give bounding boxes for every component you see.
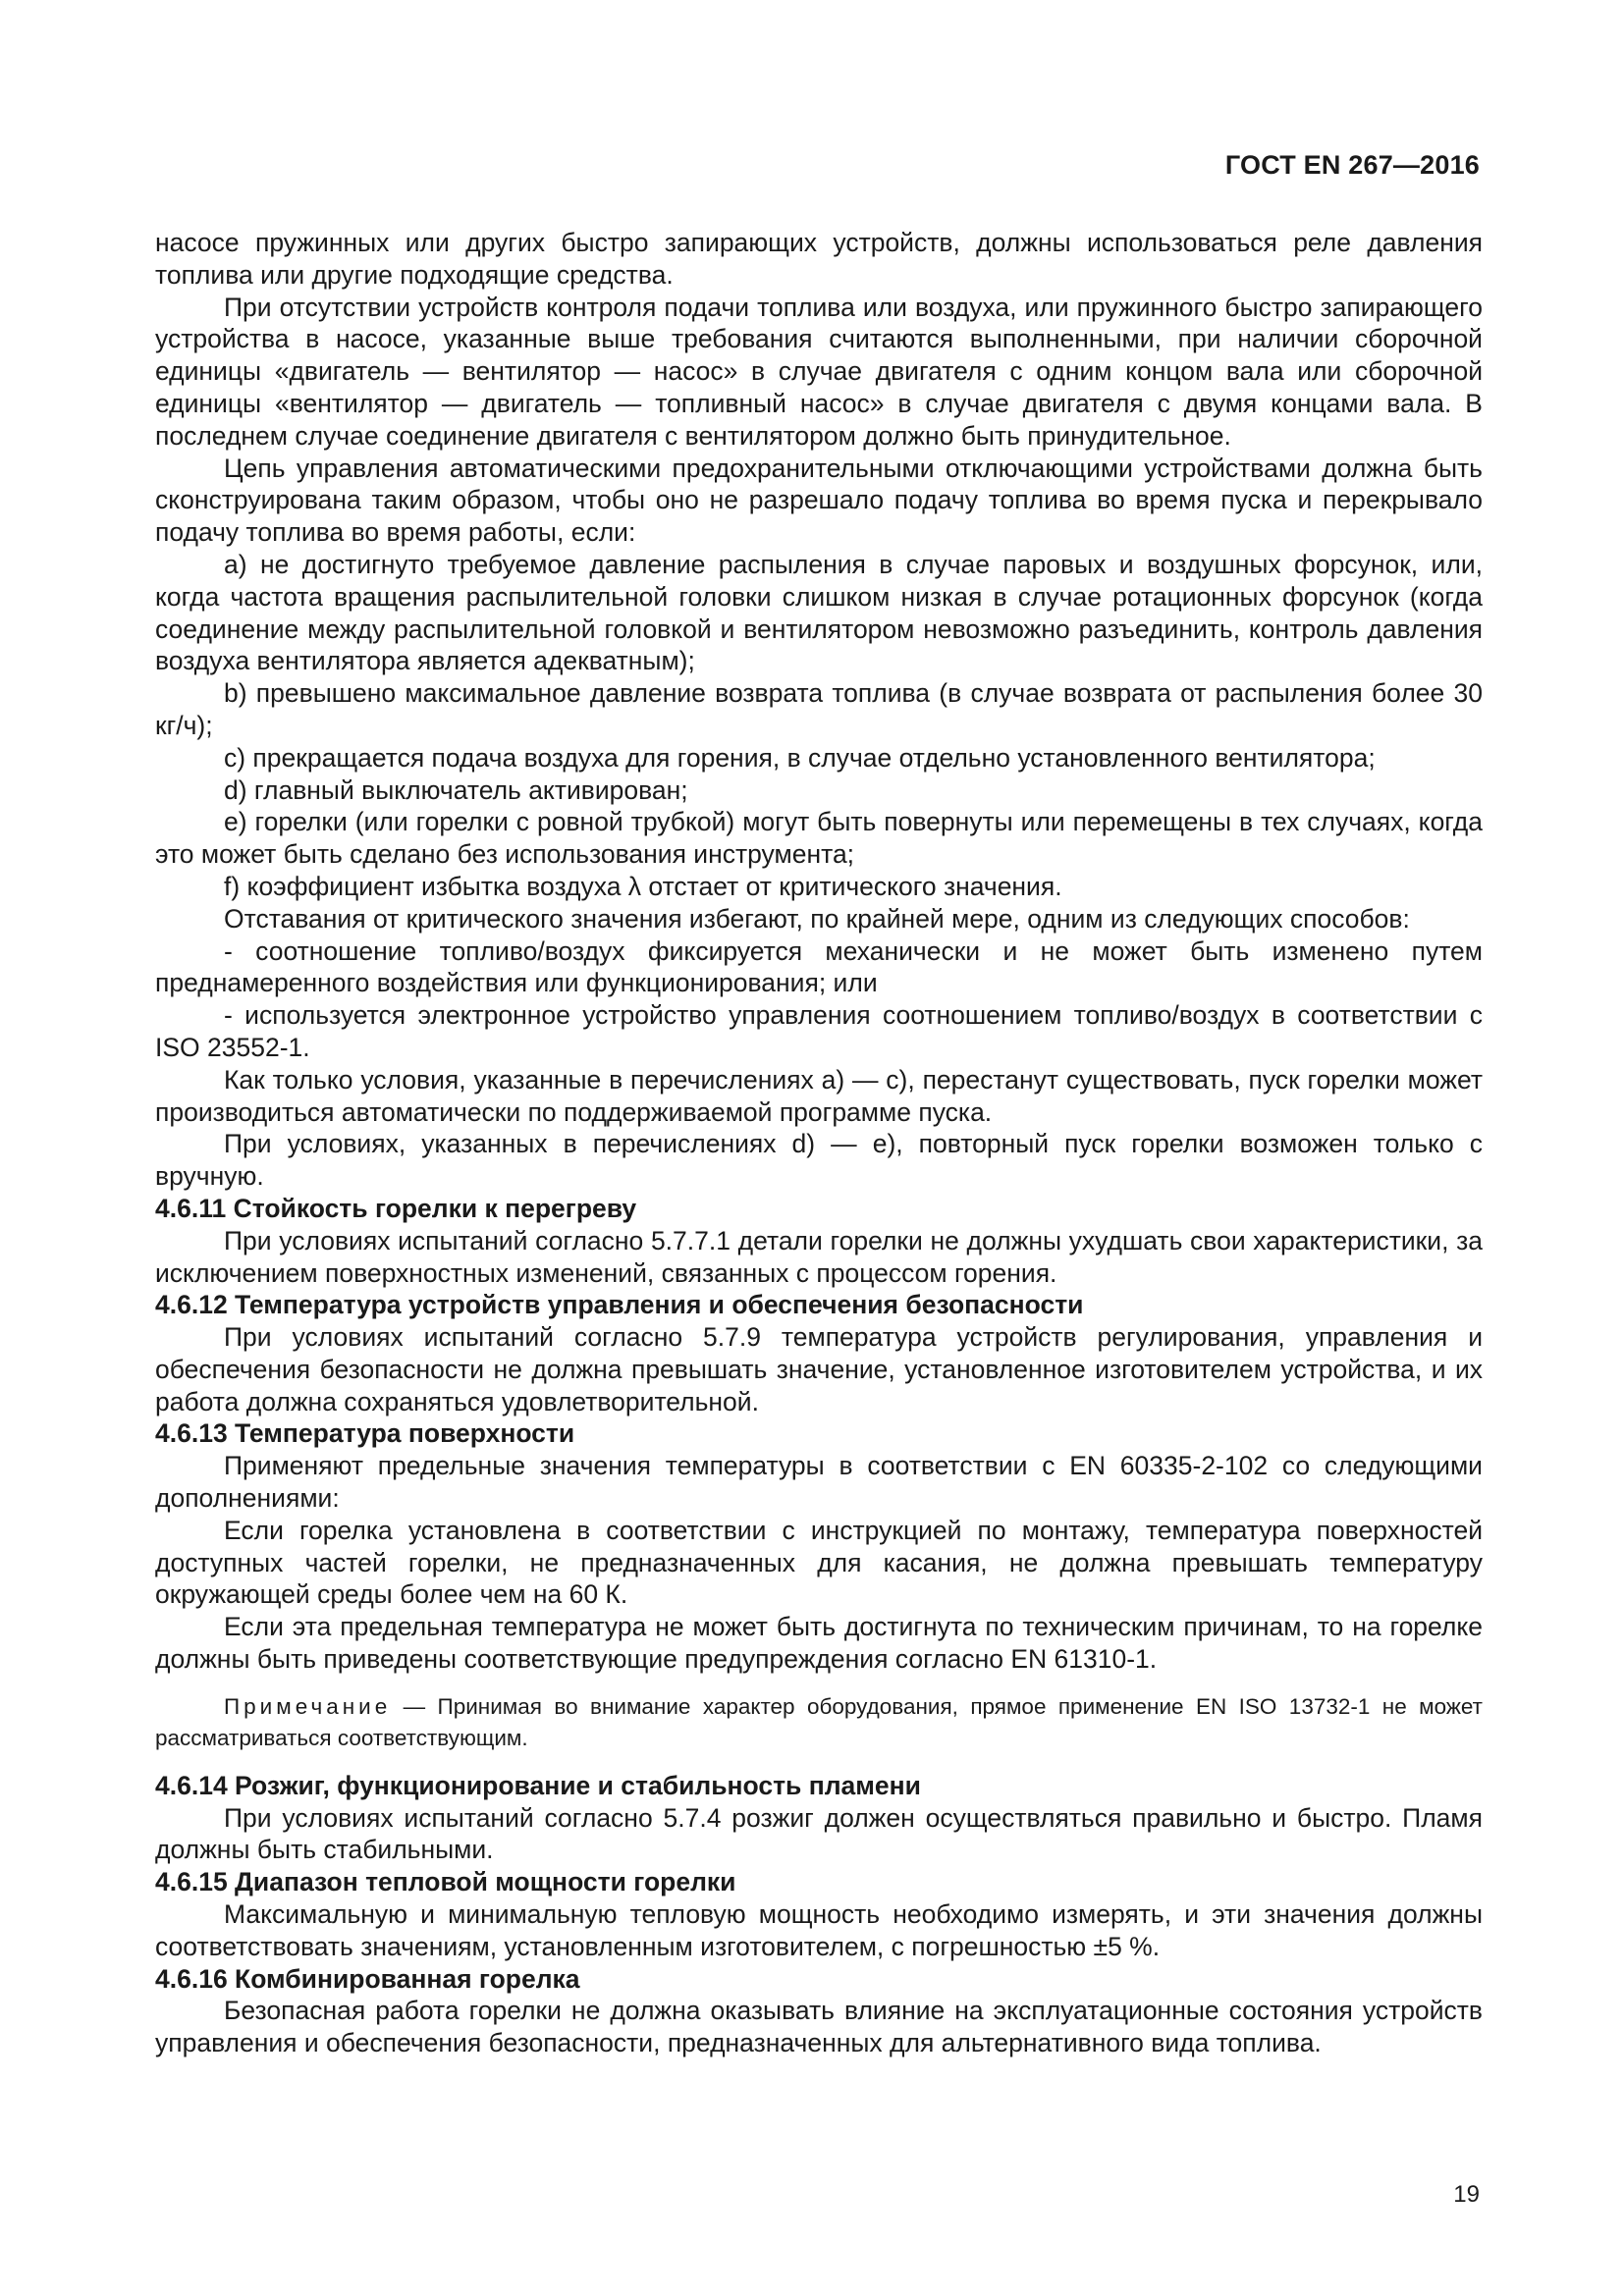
page-body — [155, 227, 1483, 2059]
note — [155, 1691, 1483, 1754]
paragraph: Цепь управления автоматическими предохранительными отключающими устройствами должна быть сконструирована таким образом, чтобы оно не разрешало подачу топлива во время пуска и перекрывало подачу топлива во время работы, если: — [155, 453, 1483, 548]
list-item: с) прекращается подача воздуха для горения, в случае отдельно установленного вентилятора; — [224, 742, 1376, 773]
document-header-id: ГОСТ EN 267—2016 — [1224, 150, 1480, 180]
section-heading-4-6-12: 4.6.12 Температура устройств управления и обеспечения безопасности — [155, 1290, 1084, 1320]
page-number: 19 — [1453, 2181, 1480, 2208]
section-heading-4-6-11: 4.6.11 Стойкость горелки к перегреву — [155, 1193, 637, 1223]
paragraph: Как только условия, указанные в перечислениях а) — с), перестанут существовать, пуск горелки может производиться автоматически по поддерживаемой программе пуска. — [155, 1064, 1483, 1127]
section-heading-4-6-13: 4.6.13 Температура поверхности — [155, 1418, 575, 1449]
note-label: Примечание — [224, 1693, 392, 1719]
paragraph: Отставания от критического значения избегают, по крайней мере, одним из следующих способов: — [224, 903, 1410, 934]
section-heading-4-6-15: 4.6.15 Диапазон тепловой мощности горелки — [155, 1867, 736, 1897]
section-heading-4-6-16: 4.6.16 Комбинированная горелка — [155, 1963, 580, 1994]
paragraph: При условиях испытаний согласно 5.7.4 розжиг должен осуществляться правильно и быстро. Пламя должны быть стабильными. — [155, 1802, 1483, 1865]
section-heading-4-6-14: 4.6.14 Розжиг, функционирование и стабильность пламени — [155, 1770, 921, 1800]
paragraph: Если эта предельная температура не может быть достигнута по техническим причинам, то на горелке должны быть приведены соответствующие предупреждения согласно EN 61310-1. — [155, 1612, 1483, 1675]
list-item: а) не достигнуто требуемое давление распыления в случае паровых и воздушных форсунок, или, когда частота вращения распылительной головки слишком низкая в случае ротационных форсунок (когда соединение между распылительной головкой и вентилятором невозможно разъединить, контроль давления воздуха вентилятора является адекватным); — [155, 549, 1483, 676]
list-item: - соотношение топливо/воздух фиксируется механически и не может быть изменено путем преднамеренного воздействия или функционирования; или — [155, 935, 1483, 998]
paragraph: При условиях испытаний согласно 5.7.9 температура устройств регулирования, управления и обеспечения безопасности не должна превышать значение, установленное изготовителем устройства, и их работа должна сохраняться удовлетворительной. — [155, 1322, 1483, 1416]
paragraph: насосе пружинных или других быстро запирающих устройств, должны использоваться реле давления топлива или другие подходящие средства. — [155, 228, 1483, 290]
paragraph: Применяют предельные значения температуры в соответствии с EN 60335-2-102 со следующими дополнениями: — [155, 1451, 1483, 1514]
list-item: - используется электронное устройство управления соотношением топливо/воздух в соответствии с ISO 23552-1. — [155, 1000, 1483, 1062]
paragraph: Безопасная работа горелки не должна оказывать влияние на эксплуатационные состояния устройств управления и обеспечения безопасности, предназначенных для альтернативного вида топлива. — [155, 1996, 1483, 2058]
note-text: — Принимая во внимание характер оборудования, прямое применение EN ISO 13732-1 не может рассматриваться соответствующим. — [155, 1693, 1483, 1750]
paragraph: При условиях, указанных в перечислениях d) — е), повторный пуск горелки возможен только с вручную. — [155, 1129, 1483, 1192]
paragraph: При условиях испытаний согласно 5.7.7.1 детали горелки не должны ухудшать свои характеристики, за исключением поверхностных изменений, связанных с процессом горения. — [155, 1225, 1483, 1288]
paragraph: Максимальную и минимальную тепловую мощность необходимо измерять, и эти значения должны соответствовать значениям, установленным изготовителем, с погрешностью ±5 %. — [155, 1899, 1483, 1961]
paragraph: При отсутствии устройств контроля подачи топлива или воздуха, или пружинного быстро запирающего устройства в насосе, указанные выше требования считаются выполненными, при наличии сборочной единицы «двигатель — вентилятор — насос» в случае двигателя с одним концом вала или сборочной единицы «вентилятор — двигатель — топливный насос» в случае двигателя с двумя концами вала. В последнем случае соединение двигателя с вентилятором должно быть принудительное. — [155, 292, 1483, 451]
list-item: f) коэффициент избытка воздуха λ отстает от критического значения. — [224, 871, 1062, 901]
list-item: d) главный выключатель активирован; — [224, 774, 688, 805]
paragraph: Если горелка установлена в соответствии с инструкцией по монтажу, температура поверхностей доступных частей горелки, не предназначенных для касания, не должна превышать температуру окружающей среды более чем на 60 К. — [155, 1515, 1483, 1610]
list-item: е) горелки (или горелки с ровной трубкой) могут быть повернуты или перемещены в тех случаях, когда это может быть сделано без использования инструмента; — [155, 807, 1483, 870]
list-item: b) превышено максимальное давление возврата топлива (в случае возврата от распыления более 30 кг/ч); — [155, 678, 1483, 740]
